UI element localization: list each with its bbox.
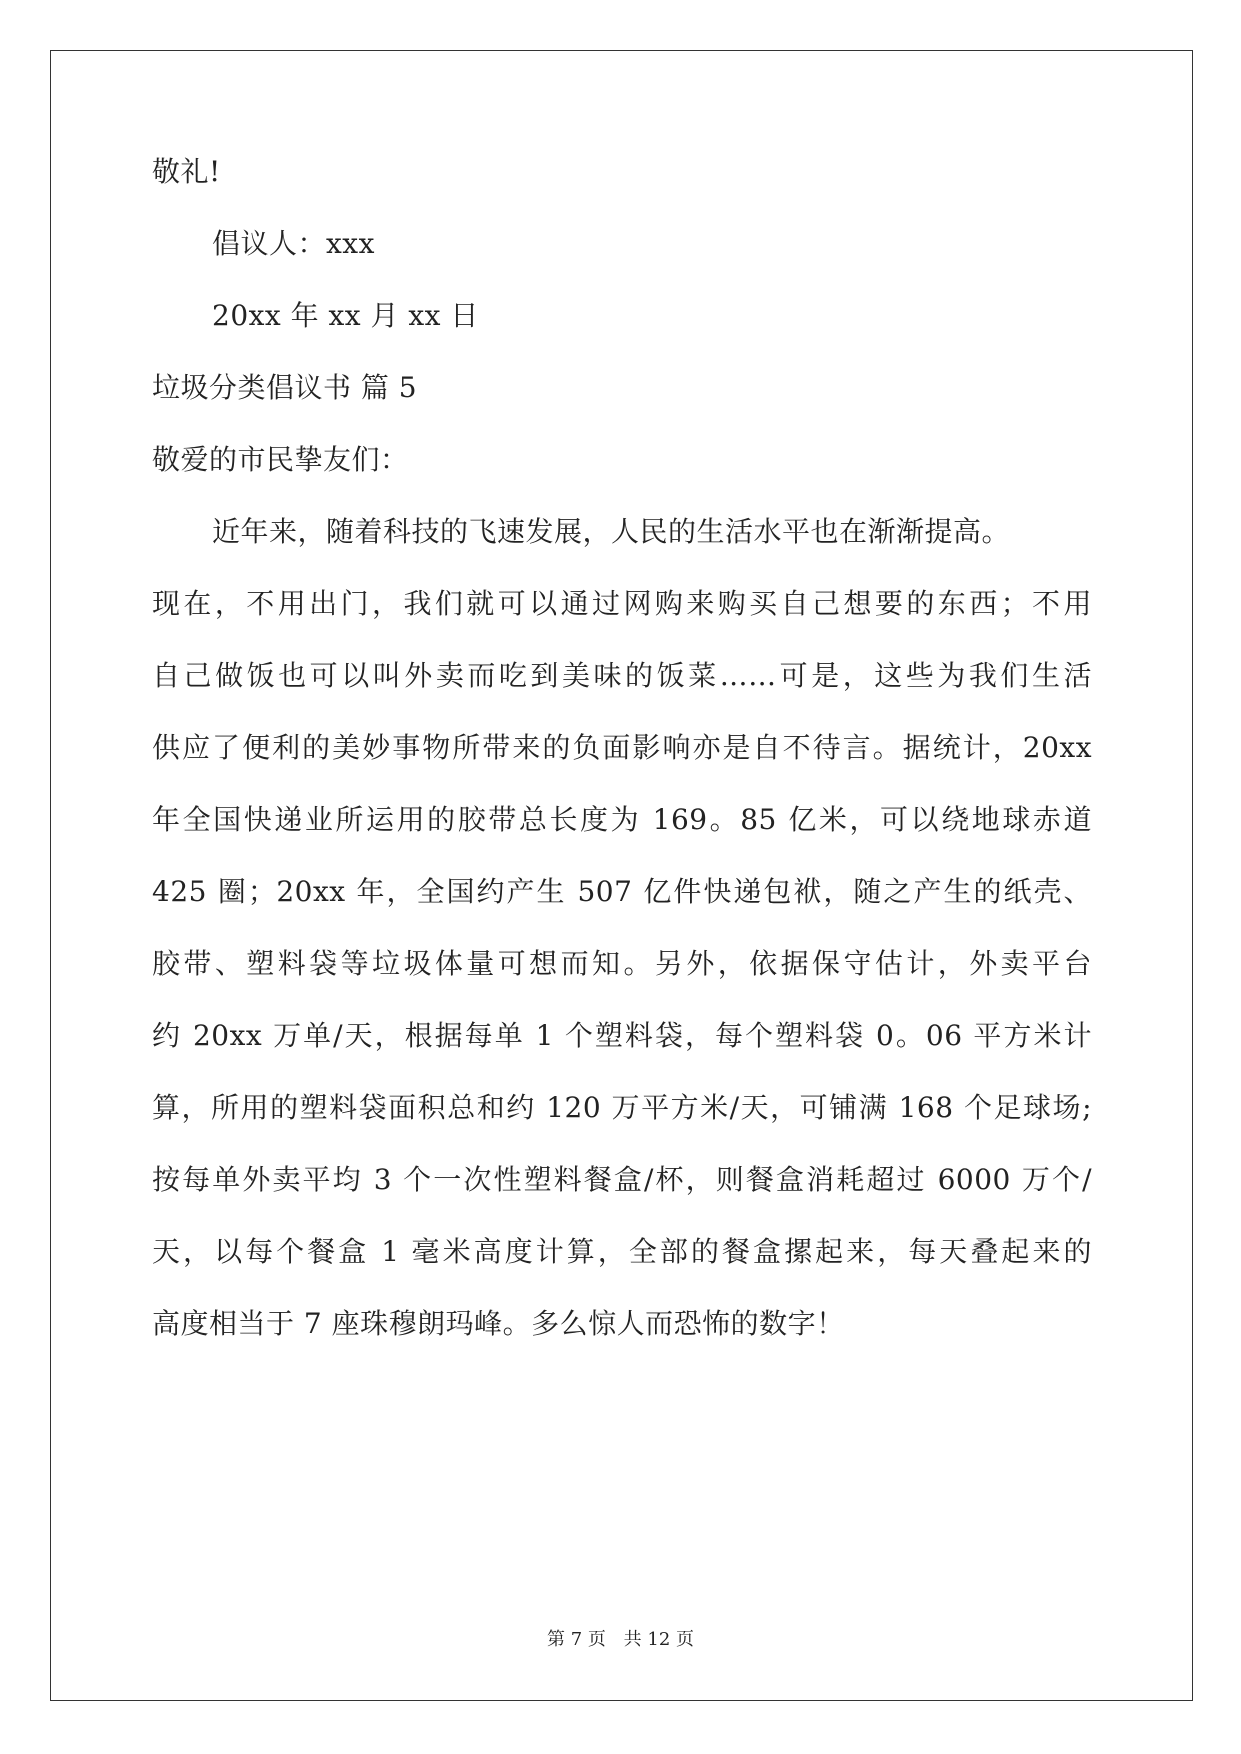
body-line: 年全国快递业所运用的胶带总长度为 169。85 亿米，可以绕地球赤道 [152, 803, 1092, 836]
body-line: 胶带、塑料袋等垃圾体量可想而知。另外，依据保守估计，外卖平台 [152, 947, 1092, 980]
body-line: 高度相当于 7 座珠穆朗玛峰。多么惊人而恐怖的数字！ [152, 1307, 845, 1340]
body-line: 天，以每个餐盒 1 毫米高度计算，全部的餐盒摞起来，每天叠起来的 [152, 1235, 1092, 1268]
page-footer [0, 1628, 1241, 1652]
body-line: 近年来，随着科技的飞速发展，人民的生活水平也在渐渐提高。 [212, 515, 1011, 548]
body-line: 算，所用的塑料袋面积总和约 120 万平方米/天，可铺满 168 个足球场; [152, 1091, 1092, 1124]
body-line: 供应了便利的美妙事物所带来的负面影响亦是自不待言。据统计，20xx [152, 731, 1092, 764]
date-line: 20xx 年 xx 月 xx 日 [212, 299, 479, 332]
body-line: 约 20xx 万单/天，根据每单 1 个塑料袋，每个塑料袋 0。06 平方米计 [152, 1019, 1092, 1052]
section-title: 垃圾分类倡议书 篇 5 [152, 371, 418, 404]
body-line: 自己做饭也可以叫外卖而吃到美味的饭菜……可是，这些为我们生活 [152, 659, 1092, 692]
page-number-total: 共 12 页 [623, 1629, 694, 1650]
body-line: 按每单外卖平均 3 个一次性塑料餐盒/杯，则餐盒消耗超过 6000 万个/ [152, 1163, 1092, 1196]
signer-line: 倡议人：xxx [212, 227, 375, 260]
body-line: 现在，不用出门，我们就可以通过网购来购买自己想要的东西；不用 [152, 587, 1092, 620]
body-line: 425 圈；20xx 年，全国约产生 507 亿件快递包袱，随之产生的纸壳、 [152, 875, 1092, 908]
page-number-current: 第 7 页 [547, 1629, 606, 1650]
closing-line: 敬礼! [152, 155, 221, 188]
salutation-line: 敬爱的市民挚友们： [152, 443, 409, 476]
